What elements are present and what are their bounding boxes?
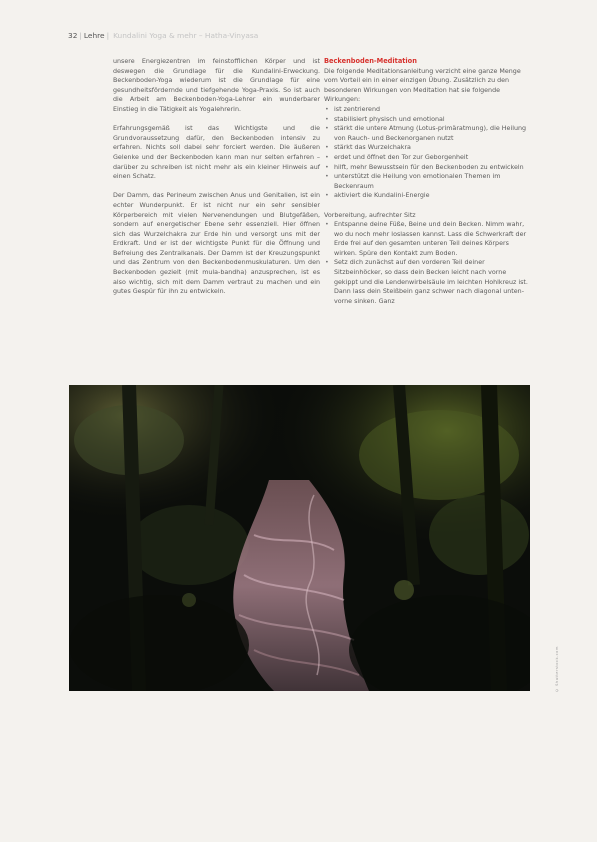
body-paragraph: Der Damm, das Perineum zwischen Anus und Genitalien, ist ein echter Wunderpunkt. Er ist nicht nur ein sehr sensibler Körperbereich mit vielen Nervenendungen und Blutgefäßen, sondern auf energetischer Ebene sehr essenziell. Hier öffnen sich das Wurzelchakra zur Erde hin und versorgt uns mit der Erdkraft. Und er ist der wichtigste Punkt für die Öffnung und Befreiung des Zentralkanals. Der Damm ist der Kreuzungspunkt und das Zentrum von den Beckenbodenmuskulaturen. Um den Beckenboden gezielt (mit mula-bandha) anzusprechen, ist es also wichtig, sich mit dem Damm vertraut zu machen und ein gutes Gespür für ihn zu entwickeln. <box>113 192 320 296</box>
running-header <box>68 30 258 42</box>
body-paragraph: Erfahrungsgemäß ist das Wichtigste und die Grundvoraussetzung dafür, den Beckenboden intensiv zu erfahren. Nichts soll dabei sehr forciert werden. Die äußeren Gelenke und der Beckenboden kann man nur selten erfahren – darüber zu schreiben ist nicht mehr als ein kleiner Hinweis auf einen Schatz. <box>113 125 320 181</box>
list-item: • ist zentrierend <box>324 105 529 115</box>
right-column <box>324 57 529 306</box>
left-column <box>113 57 320 306</box>
forest-path-photo <box>69 385 530 691</box>
forest-illustration <box>69 385 530 691</box>
list-item: • unterstützt die Heilung von emotionalen Themen im Beckenraum <box>324 172 529 191</box>
list-item: • aktiviert die Kundalini-Energie <box>324 191 529 201</box>
meditation-heading: Beckenboden-Meditation <box>324 57 417 65</box>
header-separator: | <box>79 31 82 40</box>
meditation-intro: Die folgende Meditationsanleitung verzicht eine ganze Menge vom Vorteil ein in einer einzigen Übung. Zusätzlich zu den besonderen Wirkungen von Meditation hat sie folgende Wirkungen: <box>324 67 521 104</box>
list-item: • erdet und öffnet den Tor zur Geborgenheit <box>324 153 529 163</box>
photo-credit: © Shutterstock.com <box>555 646 559 692</box>
list-item: • hilft, mehr Bewusstsein für den Beckenboden zu entwickeln <box>324 163 529 173</box>
header-subtitle: Kundalini Yoga & mehr – Hatha-Vinyasa <box>113 31 259 40</box>
list-item: • stärkt die untere Atmung (Lotus-primäratmung), die Heilung von Rauch- und Beckenorganen nutzt <box>324 124 529 143</box>
list-item: • stabilisiert physisch und emotional <box>324 115 529 125</box>
list-item: • Setz dich zunächst auf den vorderen Teil deiner Sitzbeinhöcker, so dass dein Becken leicht nach vorne gekippt und die Lendenwirbelsäule im leichten Hohlkreuz ist. Dann lass dein Steißbein ganz schwer nach diagonal unten-vorne sinken. Ganz <box>324 258 529 306</box>
section-name: Lehre <box>83 31 105 40</box>
body-paragraph: unsere Energiezentren im feinstofflichen Körper und ist deswegen die Grundlage für die Kundalini-Erweckung. Beckenboden-Yoga wiederum ist die Grundlage für eine gesundheitsfördernde und tiefgehende Yoga-Praxis. So ist auch die Arbeit am Beckenboden-Yoga-Lehrer ein wunderbarer Einstieg in die Tätigkeit als Yogalehrerin. <box>113 58 320 113</box>
header-separator-2: | <box>106 31 110 40</box>
steps-list <box>324 220 529 306</box>
effects-list <box>324 105 529 201</box>
list-item: • Entspanne deine Füße, Beine und dein Becken. Nimm wahr, wo du noch mehr loslassen kannst. Lass die Schwerkraft der Erde frei auf den gesamten unteren Teil deines Körpers wirken. Spüre den Kontakt zum Boden. <box>324 220 529 258</box>
page-number: 32 <box>68 31 78 40</box>
list-item: • stärkt das Wurzelchakra <box>324 143 529 153</box>
instruction-heading: Vorbereitung, aufrechter Sitz <box>324 211 416 219</box>
